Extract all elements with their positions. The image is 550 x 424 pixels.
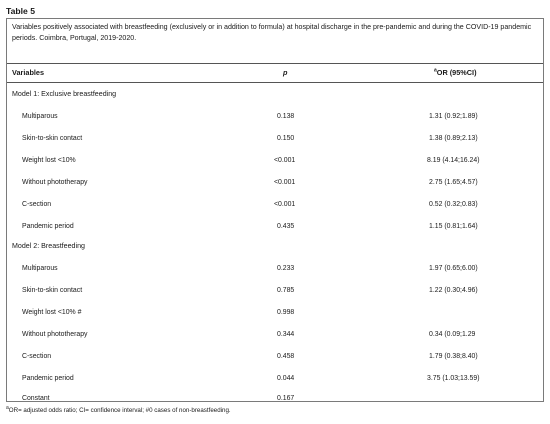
table-cell-variable: Constant (22, 395, 50, 402)
table-cell-p: 0.435 (277, 223, 295, 230)
footnote-text: OR= adjusted odds ratio; CI= confidence interval; #0 cases of non-breastfeeding. (8, 407, 231, 414)
footnote-superscript: a (6, 404, 9, 411)
table-cell-or: 8.19 (4.14;16.24) (427, 157, 480, 164)
table-footnote (6, 406, 231, 415)
table-cell-variable: Multiparous (22, 113, 58, 120)
table-cell-variable: C-section (22, 201, 52, 208)
table-cell-p: 0.150 (277, 135, 295, 142)
table-cell-variable: Skin-to-skin contact (22, 287, 83, 294)
table-cell-variable: Weight lost <10% (22, 157, 76, 164)
table-cell-variable: Without phototherapy (22, 179, 88, 186)
header-variables: Variables (12, 68, 45, 77)
table-cell-p: 0.458 (277, 353, 295, 360)
table-cell-variable: Pandemic period (22, 375, 74, 382)
table-cell-or: 1.15 (0.81;1.64) (429, 223, 478, 230)
table-cell-variable: Skin-to-skin contact (22, 135, 83, 142)
header-p: p (283, 68, 288, 77)
header-or-superscript: a (434, 67, 437, 74)
table-cell-p: 0.785 (277, 287, 295, 294)
table-cell-p: 0.233 (277, 265, 295, 272)
table-cell-or: 1.31 (0.92;1.89) (429, 113, 478, 120)
table-cell-p: 0.044 (277, 375, 295, 382)
model-1-title: Model 1: Exclusive breastfeeding (12, 90, 117, 98)
table-caption: Variables positively associated with breastfeeding (exclusively or in addition to formula) at hospital discharge in the pre-pandemic and during the COVID-19 pandemic periods. Coimbra, Portugal, 2019-2020. (12, 23, 532, 42)
table-cell-p: 0.998 (277, 309, 295, 316)
table-cell-or: 1.97 (0.65;6.00) (429, 265, 478, 272)
table-cell-or: 1.79 (0.38;8.40) (429, 353, 478, 360)
table-cell-p: 0.167 (277, 395, 295, 402)
table-cell-p: <0.001 (274, 179, 296, 186)
table-cell-or: 2.75 (1.65;4.57) (429, 179, 478, 186)
table-frame (6, 18, 544, 402)
table-cell-or: 0.34 (0.09;1.29 (429, 331, 476, 338)
header-or (434, 65, 477, 81)
table-cell-variable: C-section (22, 353, 52, 360)
table-cell-p: 0.138 (277, 113, 295, 120)
table-cell-p: <0.001 (274, 157, 296, 164)
header-bottom-rule (7, 82, 543, 83)
table-cell-or: 1.22 (0.30;4.96) (429, 287, 478, 294)
header-top-rule (7, 63, 543, 64)
table-label: Table 5 (6, 6, 35, 16)
model-2-title: Model 2: Breastfeeding (12, 242, 85, 250)
table-cell-variable: Weight lost <10% # (22, 309, 82, 316)
table-cell-p: 0.344 (277, 331, 295, 338)
table-cell-or: 1.38 (0.89;2.13) (429, 135, 478, 142)
header-or-label: OR (95%CI) (436, 68, 477, 77)
table-cell-or: 0.52 (0.32;0.83) (429, 201, 478, 208)
table-cell-or: 3.75 (1.03;13.59) (427, 375, 480, 382)
table-cell-p: <0.001 (274, 201, 296, 208)
table-cell-variable: Multiparous (22, 265, 58, 272)
table-cell-variable: Without phototherapy (22, 331, 88, 338)
table-cell-variable: Pandemic period (22, 223, 74, 230)
